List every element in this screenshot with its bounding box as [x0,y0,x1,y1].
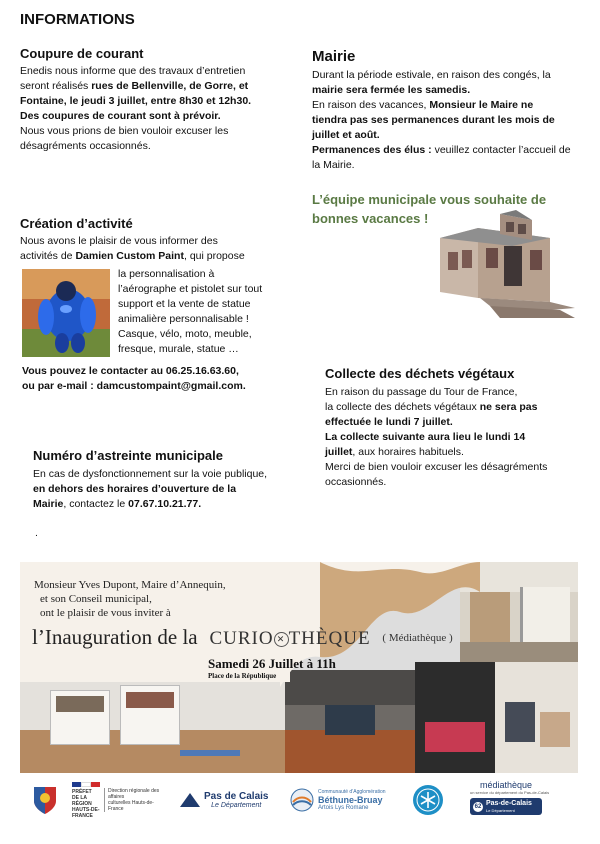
logo-cabbalr [290,780,386,820]
invitation-line-3: ont le plaisir de vous inviter à [40,607,171,619]
mairie-line-2: mairie sera fermée les samedis. [312,84,471,96]
wish-line-2: bonnes vacances ! [312,211,429,226]
section-astreinte [33,448,303,512]
creation-title: Création d’activité [20,216,133,231]
section-creation [20,216,310,264]
mediatheque-logo-title: médiathèque [479,780,533,790]
creation-line-2a: activités de [20,250,76,262]
collecte-line-2a: la collecte des déchets végétaux [325,401,480,413]
mairie-line-4: tiendra pas ses permanences durant les mois de [312,114,555,126]
prefet-line-3: HAUTS-DE-FRANCE [72,806,100,819]
prefet-flag-icon [72,782,100,787]
section-coupure [20,46,310,154]
snowflake-badge-icon [412,784,444,816]
mairie-line-5: juillet et août. [312,129,380,141]
coupure-line-1: Enedis nous informe que des travaux d’entretien [20,65,246,77]
creation-line-3: la personnalisation à [118,268,215,280]
section-collecte [325,366,595,490]
mediatheque-logo-sub: un service du département du Pas-de-Calais [470,790,550,795]
curiotheque-part-2: THÈQUE [288,628,371,649]
prefet-line-1: PRÉFET [72,788,92,795]
mairie-line-6a: Permanences des élus : [312,144,432,156]
curiotheque-logo [209,628,370,649]
mediatheque-label: ( Médiathèque ) [382,632,453,644]
coupure-title: Coupure de courant [20,46,144,61]
collecte-line-5a: juillet [325,446,353,458]
logo-pas-de-calais [180,780,268,820]
inauguration-banner [20,562,578,773]
page-heading: INFORMATIONS [20,11,135,28]
mairie-line-6b: veuillez contacter l’accueil de [431,144,571,156]
curiotheque-globe-icon: ✕ [274,632,289,647]
creation-line-5: support et la vente de statue [118,298,251,310]
collecte-line-5b: , aux horaires habituels. [352,446,464,458]
creation-line-4: l’aérographe et pistolet sur tout [118,283,263,295]
town-hall-illustration [440,210,575,320]
mairie-line-3b: Monsieur le Maire ne [429,99,534,111]
creation-email-line[interactable]: ou par e-mail : damcustompaint@gmail.com. [22,380,246,392]
mairie-title: Mairie [312,48,356,65]
cabbalr-emblem-icon [290,788,314,812]
cabbalr-line-3: Artois Lys Romane [318,805,369,811]
drac-line-2: culturelles Hauts-de-France [108,800,154,812]
pdc-62-icon: 62 [474,803,482,810]
creation-phone-line: Vous pouvez le contacter au 06.25.16.63.60, [22,365,239,377]
coupure-line-4: Des coupures de courant sont à prévoir. [20,110,221,122]
stray-dot: . [35,527,38,539]
invitation-line-2: et son Conseil municipal, [40,593,152,605]
logo-snowflake [412,780,444,820]
mairie-line-7: la Mairie. [312,159,355,171]
inauguration-title [32,625,453,650]
creation-business-name: Damien Custom Paint [75,250,184,262]
creation-line-8: fresque, murale, statue … [118,343,239,355]
creation-line-2c: , qui propose [183,250,245,262]
mediatheque-pdc-sub: Le Département [486,808,515,813]
wish-line-1: L’équipe municipale vous souhaite de [312,192,547,207]
collecte-line-1: En raison du passage du Tour de France, [325,386,518,398]
creation-line-6: animalière personnalisable ! [118,313,249,325]
drac-line-1: Direction régionale des affaires [108,788,160,800]
gorilla-statue-photo [22,269,110,357]
creation-line-1: Nous avons le plaisir de vous informer des [20,235,218,247]
mediatheque-pdc-title: Pas-de-Calais [486,800,532,807]
creation-description [118,267,308,357]
pdc-subtitle: Le Département [211,802,262,809]
collecte-line-7: occasionnés. [325,476,387,488]
mediatheque-pdc-badge [470,798,542,815]
collecte-line-6: Merci de bien vouloir excuser les désagréments [325,461,548,473]
collecte-line-4: La collecte suivante aura lieu le lundi 14 [325,431,526,443]
section-mairie [312,48,587,173]
invitation-line-1: Monsieur Yves Dupont, Maire d’Annequin, [34,579,226,591]
collecte-line-2b: ne sera pas [479,401,538,413]
astreinte-title: Numéro d’astreinte municipale [33,448,223,463]
library-photo-chairs [495,662,578,773]
curiotheque-part-1: CURIO [209,628,274,649]
invitation-text [34,578,226,620]
logo-prefet [72,780,166,820]
astreinte-line-2: en dehors des horaires d’ouverture de la [33,483,237,495]
collecte-title: Collecte des déchets végétaux [325,366,515,381]
creation-line-7: Casque, vélo, moto, meuble, [118,328,252,340]
coupure-line-6: désagréments occasionnés. [20,140,151,152]
event-place: Place de la République [208,672,277,680]
event-date: Samedi 26 Juillet à 11h [208,656,336,671]
inauguration-title-text: l’Inauguration de la [32,625,198,649]
pas-de-calais-triangle-icon [180,793,200,807]
cabbalr-line-1: Communauté d’Agglomération [318,789,386,795]
mairie-line-3a: En raison des vacances, [312,99,430,111]
astreinte-line-3b: , contactez le [63,498,129,510]
astreinte-phone: 07.67.10.21.77. [128,498,202,510]
coupure-line-5: Nous vous prions de bien vouloir excuser les [20,125,229,137]
logo-mediatheque [470,780,550,815]
coupure-line-2a: seront réalisés [20,80,92,92]
prefet-line-2: DE LA RÉGION [72,794,92,807]
coupure-line-2b: rues de Bellenville, de Gorre, et [91,80,249,92]
creation-contact [22,364,312,394]
annequin-crest-icon [32,785,58,815]
astreinte-line-3a: Mairie [33,498,64,510]
mairie-line-1: Durant la période estivale, en raison des congés, la [312,69,551,81]
cabbalr-line-2: Béthune-Bruay [318,795,383,805]
pdc-title: Pas de Calais [204,791,269,802]
logo-annequin [32,780,58,820]
coupure-line-3: Fontaine, le jeudi 3 juillet, entre 8h30 et 12h30. [20,95,252,107]
collecte-line-3: effectuée le lundi 7 juillet. [325,416,453,428]
library-photo-shelves [20,670,285,773]
astreinte-line-1: En cas de dysfonctionnement sur la voie publique, [33,468,268,480]
